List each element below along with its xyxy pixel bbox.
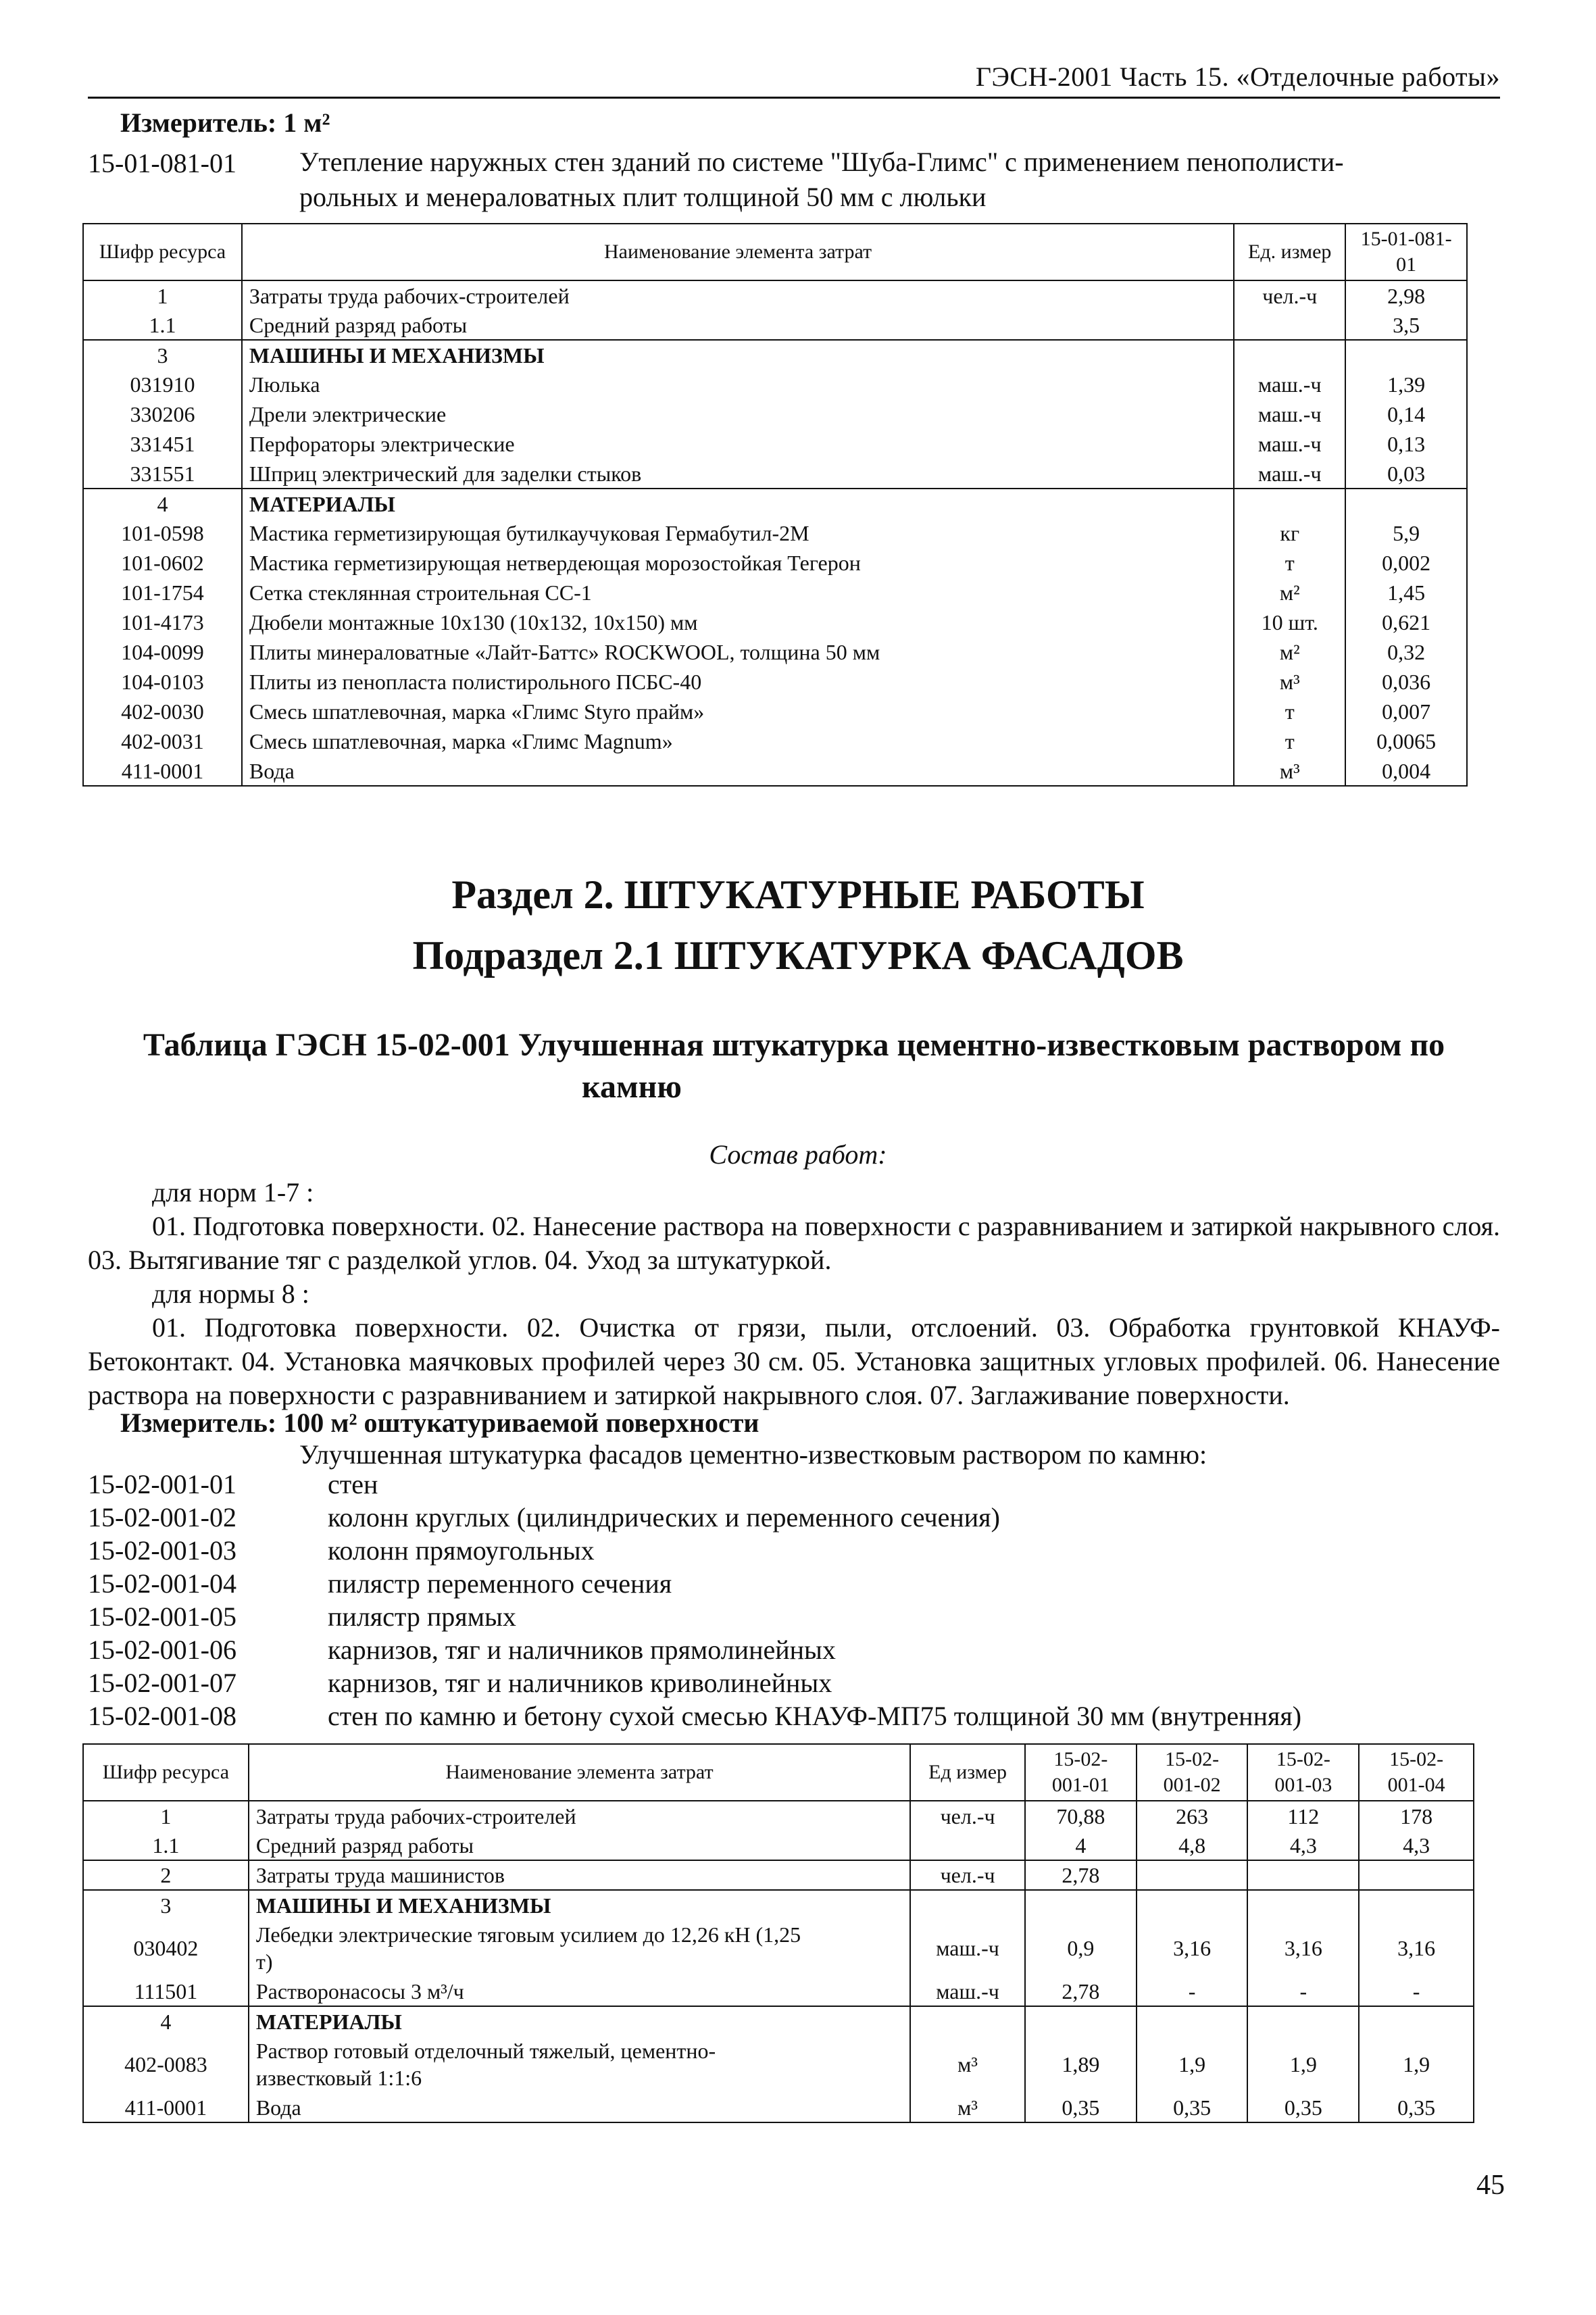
col-header-part: 001-01 xyxy=(1051,1774,1109,1796)
col-header-unit: Ед. измер xyxy=(1234,224,1345,280)
value-cell xyxy=(1359,2006,1474,2036)
resource-code-cell: 4 xyxy=(83,489,242,518)
norm-code: 15-02-001-03 xyxy=(88,1535,236,1566)
value-cell xyxy=(1359,1890,1474,1920)
resource-code-cell: 411-0001 xyxy=(83,2093,249,2122)
value-cell: 0,35 xyxy=(1247,2093,1359,2122)
norm-code-row xyxy=(88,1633,1301,1666)
resource-name-cell xyxy=(249,1831,910,1860)
col-header-name: Наименование элемента затрат xyxy=(242,224,1234,280)
value-cell xyxy=(1359,1860,1474,1890)
resource-name-cell: Плиты минераловатные «Лайт-Баттс» ROCKWOOL, толщина 50 мм xyxy=(242,637,1234,667)
norm-code-description: карнизов, тяг и наличников криволинейных xyxy=(328,1668,832,1698)
resource-code-cell: 3 xyxy=(83,340,242,370)
value-cell: 4,8 xyxy=(1137,1831,1248,1860)
value-cell: 3,16 xyxy=(1137,1920,1248,1976)
composition-heading: Состав работ: xyxy=(709,1139,887,1170)
value-cell: 0,35 xyxy=(1359,2093,1474,2122)
norm-description-line1: Утепление наружных стен зданий по системе "Шуба-Глимс" с применением пенополисти- xyxy=(299,147,1344,177)
table-title-line2: камню xyxy=(582,1069,682,1105)
value-cell: 0,621 xyxy=(1345,607,1467,637)
resource-code-cell: 402-0031 xyxy=(83,726,242,756)
unit-cell: м³ xyxy=(1234,756,1345,786)
unit-cell xyxy=(1234,340,1345,370)
value-cell xyxy=(1345,340,1467,370)
unit-cell: маш.-ч xyxy=(910,1976,1025,2006)
table-row xyxy=(83,1890,1474,1920)
resource-code-cell: 1.1 xyxy=(83,1831,249,1860)
norm-code-row xyxy=(88,1699,1301,1733)
value-cell: - xyxy=(1137,1976,1248,2006)
measure-label: Измеритель: xyxy=(120,1408,277,1438)
resource-code-cell: 1 xyxy=(83,1801,249,1831)
resource-name-cell xyxy=(249,1890,910,1920)
resource-name-cell: Шприц электрический для заделки стыков xyxy=(242,459,1234,489)
value-cell: 0,0065 xyxy=(1345,726,1467,756)
norm-code-row xyxy=(88,1600,1301,1633)
resource-name-cell: Затраты труда рабочих-строителей xyxy=(242,280,1234,310)
col-header-part: 15-02- xyxy=(1165,1748,1220,1770)
unit-cell: м³ xyxy=(910,2093,1025,2122)
table-row xyxy=(83,489,1467,518)
value-cell: 1,9 xyxy=(1359,2036,1474,2093)
resource-name-cell xyxy=(249,2093,910,2122)
table-row xyxy=(83,637,1467,667)
table-row xyxy=(83,607,1467,637)
resource-name-cell: Дюбели монтажные 10х130 (10х132, 10х150) мм xyxy=(242,607,1234,637)
table-row xyxy=(83,1976,1474,2006)
norm-code: 15-01-081-01 xyxy=(88,148,236,178)
value-cell: 0,004 xyxy=(1345,756,1467,786)
value-cell: 70,88 xyxy=(1025,1801,1137,1831)
value-cell xyxy=(1137,1890,1248,1920)
resource-name-cell xyxy=(249,1920,910,1976)
table-row xyxy=(83,2006,1474,2036)
value-cell: 0,32 xyxy=(1345,637,1467,667)
norm-code: 15-02-001-07 xyxy=(88,1668,236,1698)
table-row xyxy=(83,340,1467,370)
resource-name-cell: Смесь шпатлевочная, марка «Глимс Styro прайм» xyxy=(242,697,1234,726)
table-row xyxy=(83,399,1467,429)
value-cell: 5,9 xyxy=(1345,518,1467,548)
table-header-row xyxy=(83,224,1467,280)
unit-cell: м² xyxy=(1234,578,1345,607)
unit-cell: т xyxy=(1234,548,1345,578)
resource-name-cell: Средний разряд работы xyxy=(242,310,1234,340)
norm-code-row xyxy=(88,1534,1301,1567)
value-cell: - xyxy=(1247,1976,1359,2006)
table-row xyxy=(83,1920,1474,1976)
resource-name-cell xyxy=(249,1801,910,1831)
value-cell: 4,3 xyxy=(1247,1831,1359,1860)
table-title xyxy=(101,1024,1487,1108)
norm-description xyxy=(299,145,1502,215)
norm-code-row xyxy=(88,1468,1301,1501)
table-row xyxy=(83,429,1467,459)
value-cell: 1,9 xyxy=(1137,2036,1248,2093)
value-cell: 4 xyxy=(1025,1831,1137,1860)
table-row xyxy=(83,726,1467,756)
table-header-row xyxy=(83,1744,1474,1801)
unit-cell xyxy=(910,2006,1025,2036)
resource-name-cell xyxy=(249,2036,910,2093)
resource-code-cell: 402-0030 xyxy=(83,697,242,726)
resource-name-cell: Дрели электрические xyxy=(242,399,1234,429)
col-header-part: 001-03 xyxy=(1274,1774,1332,1796)
running-header: ГЭСН-2001 Часть 15. «Отделочные работы» xyxy=(88,61,1500,99)
unit-cell: маш.-ч xyxy=(1234,399,1345,429)
resource-name-line: т) xyxy=(255,1949,273,1974)
value-cell: 0,002 xyxy=(1345,548,1467,578)
norm-code: 15-02-001-05 xyxy=(88,1601,236,1632)
resource-code-cell: 330206 xyxy=(83,399,242,429)
table-row xyxy=(83,280,1467,310)
resource-name-line: Затраты труда машинистов xyxy=(255,1863,505,1887)
measure-line-2 xyxy=(120,1407,759,1439)
resource-name-cell xyxy=(249,1976,910,2006)
col-header-unit: Ед измер xyxy=(910,1744,1025,1801)
col-header-part: 15-02- xyxy=(1053,1748,1108,1770)
value-cell: 3,16 xyxy=(1247,1920,1359,1976)
norm-code-description: колонн круглых (цилиндрических и переменного сечения) xyxy=(328,1502,1000,1533)
norm-code-list xyxy=(88,1468,1301,1733)
resource-name-cell: Вода xyxy=(242,756,1234,786)
resource-name-line: Средний разряд работы xyxy=(255,1833,474,1858)
norm-code-description: пилястр прямых xyxy=(328,1601,516,1632)
value-cell: - xyxy=(1359,1976,1474,2006)
resource-code-cell: 030402 xyxy=(83,1920,249,1976)
resource-name-line: Лебедки электрические тяговым усилием до 12,26 кН (1,25 xyxy=(255,1922,801,1947)
resource-code-cell: 031910 xyxy=(83,370,242,399)
table-title-line1: Таблица ГЭСН 15-02-001 Улучшенная штукатурка цементно-известковым раствором по xyxy=(143,1027,1445,1063)
norm-code: 15-02-001-06 xyxy=(88,1635,236,1665)
unit-cell: 10 шт. xyxy=(1234,607,1345,637)
resource-code-cell: 1 xyxy=(83,280,242,310)
table-row xyxy=(83,548,1467,578)
value-cell: 0,9 xyxy=(1025,1920,1137,1976)
col-header-norm: 15-01-081-01 xyxy=(1345,224,1467,280)
unit-cell xyxy=(910,1890,1025,1920)
resource-name-cell: Мастика герметизирующая нетвердеющая морозостойкая Тегерон xyxy=(242,548,1234,578)
table-row xyxy=(83,697,1467,726)
col-header-name: Наименование элемента затрат xyxy=(249,1744,910,1801)
table-row xyxy=(83,370,1467,399)
value-cell xyxy=(1247,2006,1359,2036)
value-cell: 0,007 xyxy=(1345,697,1467,726)
measure-label: Измеритель: xyxy=(120,107,277,138)
page-number: 45 xyxy=(1476,2170,1505,2201)
resource-code-cell: 331451 xyxy=(83,429,242,459)
value-cell xyxy=(1247,1860,1359,1890)
resource-code-cell: 101-0602 xyxy=(83,548,242,578)
resource-code-cell: 101-0598 xyxy=(83,518,242,548)
value-cell xyxy=(1247,1890,1359,1920)
unit-cell: кг xyxy=(1234,518,1345,548)
value-cell: 0,14 xyxy=(1345,399,1467,429)
norms-intro: Улучшенная штукатурка фасадов цементно-известковым раствором по камню: xyxy=(299,1439,1207,1470)
table-row xyxy=(83,2036,1474,2093)
resource-name-line: МАШИНЫ И МЕХАНИЗМЫ xyxy=(255,1893,551,1918)
resource-table-1 xyxy=(82,223,1468,787)
value-cell: 1,39 xyxy=(1345,370,1467,399)
value-cell xyxy=(1025,2006,1137,2036)
col-header-part: 15-02- xyxy=(1276,1748,1330,1770)
value-cell: 0,13 xyxy=(1345,429,1467,459)
composition-for-norms-1-7: для норм 1-7 : xyxy=(152,1177,314,1208)
value-cell: 112 xyxy=(1247,1801,1359,1831)
table-row xyxy=(83,1860,1474,1890)
unit-cell: т xyxy=(1234,697,1345,726)
value-cell xyxy=(1137,1860,1248,1890)
table-row xyxy=(83,578,1467,607)
resource-code-cell: 2 xyxy=(83,1860,249,1890)
col-header-code: Шифр ресурса xyxy=(83,1744,249,1801)
col-header-part: 001-04 xyxy=(1387,1774,1445,1796)
unit-cell: маш.-ч xyxy=(1234,370,1345,399)
unit-cell: м² xyxy=(1234,637,1345,667)
resource-code-cell: 4 xyxy=(83,2006,249,2036)
norm-code-row xyxy=(88,1567,1301,1600)
value-cell: 2,78 xyxy=(1025,1860,1137,1890)
norm-code-description: стен по камню и бетону сухой смесью КНАУФ-МП75 толщиной 30 мм (внутренняя) xyxy=(328,1701,1302,1731)
unit-cell xyxy=(1234,489,1345,518)
unit-cell: чел.-ч xyxy=(910,1860,1025,1890)
resource-name-line: Вода xyxy=(255,2095,301,2120)
table-row xyxy=(83,1801,1474,1831)
unit-cell: м³ xyxy=(910,2036,1025,2093)
value-cell: 1,89 xyxy=(1025,2036,1137,2093)
unit-cell: маш.-ч xyxy=(1234,429,1345,459)
resource-code-cell: 1.1 xyxy=(83,310,242,340)
section-title: Раздел 2. ШТУКАТУРНЫЕ РАБОТЫ xyxy=(451,872,1145,917)
resource-code-cell: 3 xyxy=(83,1890,249,1920)
resource-name-cell: МАШИНЫ И МЕХАНИЗМЫ xyxy=(242,340,1234,370)
resource-name-line: Затраты труда рабочих-строителей xyxy=(255,1803,576,1828)
resource-name-line: Раствор готовый отделочный тяжелый, цементно- xyxy=(255,2039,716,2063)
norm-code: 15-02-001-01 xyxy=(88,1469,236,1499)
col-header-part: 15-02- xyxy=(1389,1748,1444,1770)
resource-table-2 xyxy=(82,1743,1474,2123)
resource-name-cell: МАТЕРИАЛЫ xyxy=(242,489,1234,518)
resource-name-cell xyxy=(249,2006,910,2036)
value-cell: 263 xyxy=(1137,1801,1248,1831)
norm-code-description: колонн прямоугольных xyxy=(328,1535,595,1566)
norm-code: 15-02-001-02 xyxy=(88,1502,236,1533)
unit-cell: чел.-ч xyxy=(910,1801,1025,1831)
table-row xyxy=(83,667,1467,697)
unit-cell: маш.-ч xyxy=(1234,459,1345,489)
col-header-norm-01 xyxy=(1025,1744,1137,1801)
resource-name-cell: Мастика герметизирующая бутилкаучуковая Гермабутил-2М xyxy=(242,518,1234,548)
resource-code-cell: 104-0103 xyxy=(83,667,242,697)
table-row xyxy=(83,459,1467,489)
measure-line-1 xyxy=(120,107,330,139)
value-cell: 1,45 xyxy=(1345,578,1467,607)
value-cell: 4,3 xyxy=(1359,1831,1474,1860)
resource-name-cell: Сетка стеклянная строительная СС-1 xyxy=(242,578,1234,607)
measure-value: 100 м² оштукатуриваемой поверхности xyxy=(283,1408,759,1438)
unit-cell: чел.-ч xyxy=(1234,280,1345,310)
norm-code-description: карнизов, тяг и наличников прямолинейных xyxy=(328,1635,836,1665)
resource-code-cell: 104-0099 xyxy=(83,637,242,667)
resource-name-cell: Перфораторы электрические xyxy=(242,429,1234,459)
measure-value: 1 м² xyxy=(283,107,330,138)
resource-name-line: МАТЕРИАЛЫ xyxy=(255,2009,402,2034)
resource-code-cell: 111501 xyxy=(83,1976,249,2006)
norm-code-row xyxy=(88,1501,1301,1534)
norm-description-line2: рольных и менераловатных плит толщиной 50 мм с люльки xyxy=(299,182,987,212)
value-cell: 178 xyxy=(1359,1801,1474,1831)
value-cell: 0,35 xyxy=(1137,2093,1248,2122)
resource-name-line: Растворонасосы 3 м³/ч xyxy=(255,1978,464,2003)
col-header-norm-02 xyxy=(1137,1744,1248,1801)
unit-cell xyxy=(1234,310,1345,340)
composition-text-8: 01. Подготовка поверхности. 02. Очистка от грязи, пыли, отслоений. 03. Обработка грунтовкой КНАУФ-Бетоконтакт. 04. Установка маячковых профилей через 30 см. 05. Установка защитных угловых профилей. 06. Нанесение раствора на поверхности с разравниванием и затиркой накрывного слоя. 07. Заглаживание поверхности. xyxy=(88,1312,1500,1410)
unit-cell: т xyxy=(1234,726,1345,756)
unit-cell xyxy=(910,1831,1025,1860)
table-row xyxy=(83,1831,1474,1860)
value-cell xyxy=(1345,489,1467,518)
value-cell: 2,98 xyxy=(1345,280,1467,310)
value-cell: 3,5 xyxy=(1345,310,1467,340)
resource-code-cell: 101-4173 xyxy=(83,607,242,637)
resource-code-cell: 331551 xyxy=(83,459,242,489)
resource-name-line: известковый 1:1:6 xyxy=(255,2066,422,2090)
unit-cell: маш.-ч xyxy=(910,1920,1025,1976)
col-header-code: Шифр ресурса xyxy=(83,224,242,280)
col-header-part: 001-02 xyxy=(1163,1774,1221,1796)
resource-name-cell: Плиты из пенопласта полистирольного ПСБС-40 xyxy=(242,667,1234,697)
composition-for-norm-8: для нормы 8 : xyxy=(152,1278,309,1309)
value-cell: 0,35 xyxy=(1025,2093,1137,2122)
value-cell: 0,036 xyxy=(1345,667,1467,697)
value-cell xyxy=(1025,1890,1137,1920)
value-cell: 0,03 xyxy=(1345,459,1467,489)
col-header-norm-03 xyxy=(1247,1744,1359,1801)
resource-name-cell: Люлька xyxy=(242,370,1234,399)
norm-code-description: пилястр переменного сечения xyxy=(328,1568,672,1599)
value-cell xyxy=(1137,2006,1248,2036)
norm-code-row xyxy=(88,1666,1301,1699)
value-cell: 1,9 xyxy=(1247,2036,1359,2093)
norm-code: 15-02-001-08 xyxy=(88,1701,236,1731)
resource-code-cell: 411-0001 xyxy=(83,756,242,786)
norm-code: 15-02-001-04 xyxy=(88,1568,236,1599)
table-row xyxy=(83,518,1467,548)
table-row xyxy=(83,756,1467,786)
composition-text-1-7: 01. Подготовка поверхности. 02. Нанесение раствора на поверхности с разравниванием и затиркой накрывного слоя. 03. Вытягивание тяг с разделкой углов. 04. Уход за штукатуркой. xyxy=(88,1211,1500,1275)
value-cell: 2,78 xyxy=(1025,1976,1137,2006)
resource-code-cell: 101-1754 xyxy=(83,578,242,607)
subsection-title: Подраздел 2.1 ШТУКАТУРКА ФАСАДОВ xyxy=(412,933,1184,978)
resource-name-cell xyxy=(249,1860,910,1890)
col-header-norm-04 xyxy=(1359,1744,1474,1801)
resource-code-cell: 402-0083 xyxy=(83,2036,249,2093)
unit-cell: м³ xyxy=(1234,667,1345,697)
table-row xyxy=(83,310,1467,340)
value-cell: 3,16 xyxy=(1359,1920,1474,1976)
resource-name-cell: Смесь шпатлевочная, марка «Глимс Magnum» xyxy=(242,726,1234,756)
table-row xyxy=(83,2093,1474,2122)
norm-code-description: стен xyxy=(328,1469,378,1499)
